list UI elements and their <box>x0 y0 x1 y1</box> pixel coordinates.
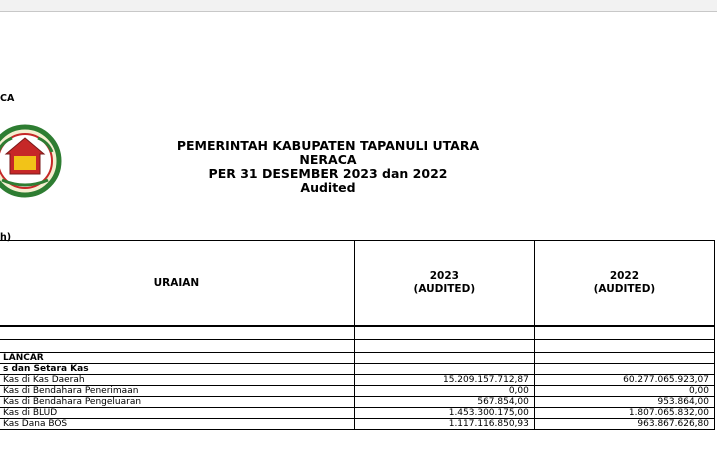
row-label: LANCAR <box>0 353 354 364</box>
row-value-2023 <box>354 353 534 364</box>
row-value-2023: 0,00 <box>354 386 534 397</box>
row-value-2023 <box>354 364 534 375</box>
column-2022-year: 2022 <box>609 270 640 282</box>
row-label: Kas di Bendahara Penerimaan <box>0 386 354 397</box>
row-label: s dan Setara Kas <box>0 364 354 375</box>
column-2023-note: (AUDITED) <box>413 283 476 295</box>
row-value-2023: 1.117.116.850,93 <box>354 419 534 430</box>
row-value-2023: 567.854,00 <box>354 397 534 408</box>
table-row <box>0 419 715 430</box>
table-row <box>0 375 715 386</box>
column-header-2023 <box>354 241 534 327</box>
row-value-2022: 60.277.065.923,07 <box>534 375 714 386</box>
table-row <box>0 353 715 364</box>
row-value-2022 <box>534 364 714 375</box>
row-label: Kas di Bendahara Pengeluaran <box>0 397 354 408</box>
unit-note: h) <box>0 232 12 243</box>
regency-emblem-logo <box>0 124 78 198</box>
heading-audit-status: Audited <box>300 180 356 195</box>
row-value-2022: 0,00 <box>534 386 714 397</box>
column-header-2022 <box>534 241 714 327</box>
table-row <box>0 397 715 408</box>
row-label: Kas di BLUD <box>0 408 354 419</box>
row-value-2022: 1.807.065.832,00 <box>534 408 714 419</box>
row-value-2023: 15.209.157.712,87 <box>354 375 534 386</box>
table-row-blank <box>0 340 715 353</box>
table-row <box>0 386 715 397</box>
row-label: Kas Dana BOS <box>0 419 354 430</box>
heading-report-type: NERACA <box>299 152 357 167</box>
table-row <box>0 364 715 375</box>
row-value-2023: 1.453.300.175,00 <box>354 408 534 419</box>
row-label: Kas di Kas Daerah <box>0 375 354 386</box>
table-header-row <box>0 241 715 327</box>
row-value-2022 <box>534 353 714 364</box>
report-title-fragment: CA <box>0 93 15 104</box>
row-value-2022: 953.864,00 <box>534 397 714 408</box>
balance-sheet-table <box>0 240 715 430</box>
table-row <box>0 408 715 419</box>
column-2022-note: (AUDITED) <box>593 283 656 295</box>
heading-period: PER 31 DESEMBER 2023 dan 2022 <box>208 166 448 181</box>
table-row-blank <box>0 326 715 340</box>
row-value-2022: 963.867.626,80 <box>534 419 714 430</box>
column-header-uraian: URAIAN <box>0 241 354 327</box>
heading-government-name: PEMERINTAH KABUPATEN TAPANULI UTARA <box>176 138 480 153</box>
column-2023-year: 2023 <box>429 270 459 282</box>
report-heading <box>150 139 506 195</box>
document-top-bar <box>0 0 717 12</box>
